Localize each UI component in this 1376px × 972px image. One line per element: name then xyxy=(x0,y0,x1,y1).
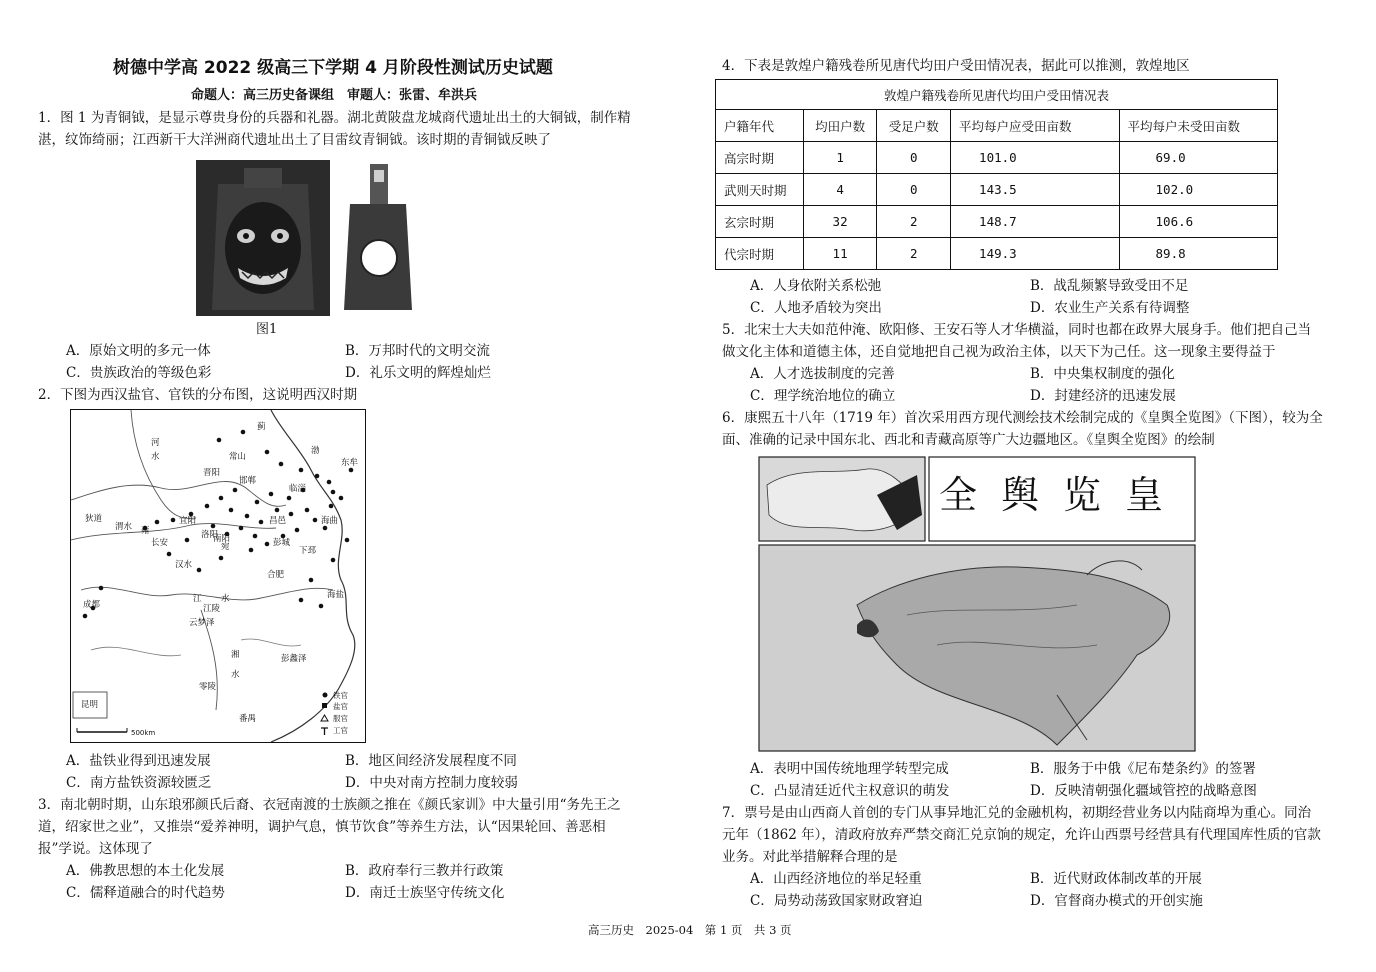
table-cell: 高宗时期 xyxy=(716,142,804,174)
q1-option-b[interactable]: B．万邦时代的文明交流 xyxy=(345,343,490,359)
table-cell: 89.8 xyxy=(1119,238,1277,270)
table-cell: 148.7 xyxy=(951,206,1119,238)
q2-option-b[interactable]: B．地区间经济发展程度不同 xyxy=(345,753,517,769)
q7-option-a[interactable]: A．山西经济地位的举足轻重 xyxy=(750,871,922,887)
map-site-dot xyxy=(339,496,344,501)
map-site-dot xyxy=(211,524,216,529)
q6-stem-line1: 6．康熙五十八年（1719 年）首次采用西方现代测绘技术绘制完成的《皇舆全览图》（下图），较为全 xyxy=(722,410,1323,426)
map-place-label: 彭蠡泽 xyxy=(281,654,307,664)
q3-option-b[interactable]: B．政府奉行三教并行政策 xyxy=(345,863,504,879)
map-place-label: 常山 xyxy=(229,452,247,462)
map-site-dot xyxy=(241,430,246,435)
q5-option-c[interactable]: C．理学统治地位的确立 xyxy=(750,388,896,404)
q3-stem-line2: 道，绍家世之业”，又推崇“爱养神明，调护气息，慎节饮食”等养生方法，认“因果轮回、善恶相 xyxy=(38,819,606,835)
q3-option-c[interactable]: C．儒释道融合的时代趋势 xyxy=(66,885,225,901)
table-cell: 106.6 xyxy=(1119,206,1277,238)
map-place-label: 海盐 xyxy=(327,590,345,600)
map-title-char-3: 览 xyxy=(1063,473,1102,517)
map-legend-label: 铁官 xyxy=(333,691,348,700)
map-site-dot xyxy=(253,534,258,539)
q2-option-d[interactable]: D．中央对南方控制力度较弱 xyxy=(345,775,518,791)
map-title-char-5: 全 xyxy=(939,473,978,517)
map-legend-label: 服官 xyxy=(333,714,348,723)
table-cell: 11 xyxy=(803,238,877,270)
map-site-dot xyxy=(265,450,270,455)
table-cell: 武则天时期 xyxy=(716,174,804,206)
map-site-dot xyxy=(239,526,244,531)
q1-option-a[interactable]: A．原始文明的多元一体 xyxy=(66,343,211,359)
map-site-dot xyxy=(219,556,224,561)
map-site-dot xyxy=(217,438,222,443)
map-site-dot xyxy=(329,504,334,509)
table-header-cell: 平均每户未受田亩数 xyxy=(1119,110,1277,142)
map-place-label: 临淄 xyxy=(289,484,307,494)
map-place-label: 狄道 xyxy=(85,514,103,524)
map-title-char-1: 皇 xyxy=(1125,473,1164,517)
map-place-label: 雍 xyxy=(141,526,150,536)
map-site-dot xyxy=(167,552,172,557)
western-han-salt-iron-map xyxy=(70,409,366,743)
q1-stem-line2: 湛，纹饰绮丽；江西新干大洋洲商代遗址出土了目雷纹青铜钺。该时期的青铜钺反映了 xyxy=(38,132,551,148)
map-place-label: 水 xyxy=(221,594,230,604)
q1-stem-line1: 1．图 1 为青铜钺，是显示尊贵身份的兵器和礼器。湖北黄陂盘龙城商代遗址出土的大铜钺，制作精 xyxy=(38,110,631,126)
map-place-label: 蓟 xyxy=(257,422,266,432)
q2-option-a[interactable]: A．盐铁业得到迅速发展 xyxy=(66,753,211,769)
map-place-label: 零陵 xyxy=(199,682,217,692)
table-caption: 敦煌户籍残卷所见唐代均田户受田情况表 xyxy=(716,80,1278,110)
map-site-dot xyxy=(245,514,250,519)
map-place-label: 番禺 xyxy=(239,714,257,724)
map-site-dot xyxy=(229,508,234,513)
map-site-dot xyxy=(279,462,284,467)
q6-option-d[interactable]: D．反映清朝强化疆域管控的战略意图 xyxy=(1030,783,1257,799)
q4-option-a[interactable]: A．人身依附关系松弛 xyxy=(750,278,882,294)
map-site-dot xyxy=(299,598,304,603)
map-place-label: 南阳 xyxy=(213,534,231,544)
map-site-dot xyxy=(323,526,328,531)
map-site-dot xyxy=(299,468,304,473)
table-row xyxy=(716,238,1278,270)
map-legend-label: 工官 xyxy=(333,726,348,735)
map-site-dot xyxy=(345,538,350,543)
map-site-dot xyxy=(155,520,160,525)
q7-stem-line3: 业务。对此举措解释合理的是 xyxy=(722,849,898,865)
map-site-dot xyxy=(219,496,224,501)
q5-stem-line2: 做文化主体和道德主体，还自觉地把自己视为政治主体，以天下为己任。这一现象主要得益于 xyxy=(722,344,1276,360)
map-site-dot xyxy=(171,518,176,523)
q3-option-a[interactable]: A．佛教思想的本土化发展 xyxy=(66,863,225,879)
table-row xyxy=(716,174,1278,206)
table-cell: 0 xyxy=(877,142,951,174)
map-place-label: 昆明 xyxy=(81,700,99,710)
map-site-dot xyxy=(205,504,210,509)
map-site-dot xyxy=(269,492,274,497)
table-cell: 32 xyxy=(803,206,877,238)
map-place-label: 云梦泽 xyxy=(189,618,215,628)
table-header-cell: 户籍年代 xyxy=(716,110,804,142)
q2-stem-line1: 2．下图为西汉盐官、官铁的分布图，这说明西汉时期 xyxy=(38,387,358,403)
map-place-label: 邯郸 xyxy=(239,476,257,486)
table-cell: 101.0 xyxy=(951,142,1119,174)
map-place-label: 渤 xyxy=(311,446,320,456)
q6-option-c[interactable]: C．凸显清廷近代主权意识的萌发 xyxy=(750,783,950,799)
q4-option-c[interactable]: C．人地矛盾较为突出 xyxy=(750,300,882,316)
table-cell: 0 xyxy=(877,174,951,206)
q7-option-d[interactable]: D．官督商办模式的开创实施 xyxy=(1030,893,1203,909)
q3-stem-line3: 报”学说。这体现了 xyxy=(38,841,153,857)
map-place-label: 彭城 xyxy=(273,538,291,548)
q6-option-a[interactable]: A．表明中国传统地理学转型完成 xyxy=(750,761,949,777)
map-scale-label: 500km xyxy=(131,729,156,737)
table-cell: 1 xyxy=(803,142,877,174)
map-place-label: 江陵 xyxy=(203,604,221,614)
map-site-dot xyxy=(275,508,280,513)
map-site-dot xyxy=(305,508,310,513)
table-cell: 玄宗时期 xyxy=(716,206,804,238)
map-place-label: 湘 xyxy=(231,650,240,660)
huangyu-quanlan-map xyxy=(757,455,1198,755)
map-site-dot xyxy=(259,520,264,525)
map-place-label: 合肥 xyxy=(267,570,285,580)
map-place-label: 宛 xyxy=(221,542,230,552)
map-site-dot xyxy=(83,614,88,619)
page-title: 树德中学高 2022 级高三下学期 4 月阶段性测试历史试题 xyxy=(113,58,553,78)
map-place-label: 洛阳 xyxy=(201,530,219,540)
map-site-dot xyxy=(309,578,314,583)
map-site-dot xyxy=(327,480,332,485)
q2-option-c[interactable]: C．南方盐铁资源较匮乏 xyxy=(66,775,212,791)
table-header-row xyxy=(716,110,1278,142)
map-place-label: 宜阳 xyxy=(179,516,197,526)
q7-option-b[interactable]: B．近代财政体制改革的开展 xyxy=(1030,871,1202,887)
map-site-dot xyxy=(313,518,318,523)
map-place-label: 昌邑 xyxy=(269,516,287,526)
table-cell: 149.3 xyxy=(951,238,1119,270)
map-place-label: 河 xyxy=(151,438,160,448)
map-site-dot xyxy=(233,488,238,493)
table-cell: 143.5 xyxy=(951,174,1119,206)
q5-option-a[interactable]: A．人才选拔制度的完善 xyxy=(750,366,895,382)
q1-option-c[interactable]: C．贵族政治的等级色彩 xyxy=(66,365,212,381)
map-site-dot xyxy=(331,490,336,495)
q7-stem-line1: 7．票号是由山西商人首创的专门从事异地汇兑的金融机构，初期经营业务以内陆商埠为重心。同治 xyxy=(722,805,1312,821)
q1-figure-caption: 图1 xyxy=(256,322,278,337)
q5-option-d[interactable]: D．封建经济的迅速发展 xyxy=(1030,388,1176,404)
table-cell: 102.0 xyxy=(1119,174,1277,206)
table-cell: 2 xyxy=(877,238,951,270)
map-site-dot xyxy=(287,496,292,501)
map-legend-label: 盐官 xyxy=(333,702,348,711)
q1-option-d[interactable]: D．礼乐文明的辉煌灿烂 xyxy=(345,365,491,381)
map-place-label: 晋阳 xyxy=(203,468,221,478)
table-cell: 69.0 xyxy=(1119,142,1277,174)
map-site-dot xyxy=(255,500,260,505)
map-site-dot xyxy=(99,586,104,591)
q6-option-b[interactable]: B．服务于中俄《尼布楚条约》的签署 xyxy=(1030,761,1256,777)
q3-option-d[interactable]: D．南迁士族坚守传统文化 xyxy=(345,885,505,901)
table-cell: 代宗时期 xyxy=(716,238,804,270)
tang-land-table xyxy=(715,79,1278,270)
table-row xyxy=(716,206,1278,238)
q4-option-b[interactable]: B．战乱频繁导致受田不足 xyxy=(1030,278,1189,294)
q7-stem-line2: 元年（1862 年），清政府放弃严禁交商汇兑京饷的规定，允许山西票号经营具有代理国库性质的官款 xyxy=(722,827,1321,843)
map-title-cartouche xyxy=(935,467,1195,537)
map-site-dot xyxy=(331,558,336,563)
q5-stem-line1: 5．北宋士大夫如范仲淹、欧阳修、王安石等人才华横溢，同时也都在政界大展身手。他们把自己当 xyxy=(722,322,1312,338)
map-site-dot xyxy=(349,468,354,473)
map-place-label: 渭水 xyxy=(115,522,133,532)
map-place-label: 成都 xyxy=(83,600,101,610)
bronze-yue-photo-right xyxy=(342,160,414,316)
map-place-label: 水 xyxy=(151,452,160,462)
map-place-label: 水 xyxy=(231,670,240,680)
map-site-dot xyxy=(249,548,254,553)
table-header-cell: 平均每户应受田亩数 xyxy=(951,110,1119,142)
table-header-cell: 均田户数 xyxy=(803,110,877,142)
bronze-yue-photo-left xyxy=(196,160,330,316)
map-site-dot xyxy=(185,538,190,543)
map-site-dot xyxy=(265,542,270,547)
page-footer: 高三历史 2025-04 第 1 页 共 3 页 xyxy=(588,923,792,937)
map-place-label: 汉水 xyxy=(175,560,193,570)
map-site-dot xyxy=(289,512,294,517)
map-place-label: 长安 xyxy=(151,538,169,548)
map-place-label: 下邳 xyxy=(299,546,317,556)
map-title-char-4: 舆 xyxy=(1001,473,1040,517)
table-cell: 2 xyxy=(877,206,951,238)
map-site-dot xyxy=(295,528,300,533)
table-row xyxy=(716,142,1278,174)
table-header-cell: 受足户数 xyxy=(877,110,951,142)
q3-stem-line1: 3．南北朝时期，山东琅邪颜氏后裔、衣冠南渡的士族颜之推在《颜氏家训》中大量引用“务先王之 xyxy=(38,797,621,813)
table-cell: 4 xyxy=(803,174,877,206)
q7-option-c[interactable]: C．局势动荡致国家财政窘迫 xyxy=(750,893,923,909)
exam-authors: 命题人：高三历史备课组 审题人：张雷、牟洪兵 xyxy=(191,88,478,103)
map-site-dot xyxy=(197,568,202,573)
q4-stem-line1: 4．下表是敦煌户籍残卷所见唐代均田户受田情况表，据此可以推测，敦煌地区 xyxy=(722,58,1190,74)
map-site-dot xyxy=(319,604,324,609)
q5-option-b[interactable]: B．中央集权制度的强化 xyxy=(1030,366,1175,382)
map-place-label: 东牟 xyxy=(341,458,359,468)
q6-stem-line2: 面、准确的记录中国东北、西北和青藏高原等广大边疆地区。《皇舆全览图》的绘制 xyxy=(722,432,1215,448)
map-site-dot xyxy=(315,474,320,479)
map-place-label: 江 xyxy=(193,594,202,604)
map-place-label: 海曲 xyxy=(321,516,339,526)
q4-option-d[interactable]: D．农业生产关系有待调整 xyxy=(1030,300,1190,316)
